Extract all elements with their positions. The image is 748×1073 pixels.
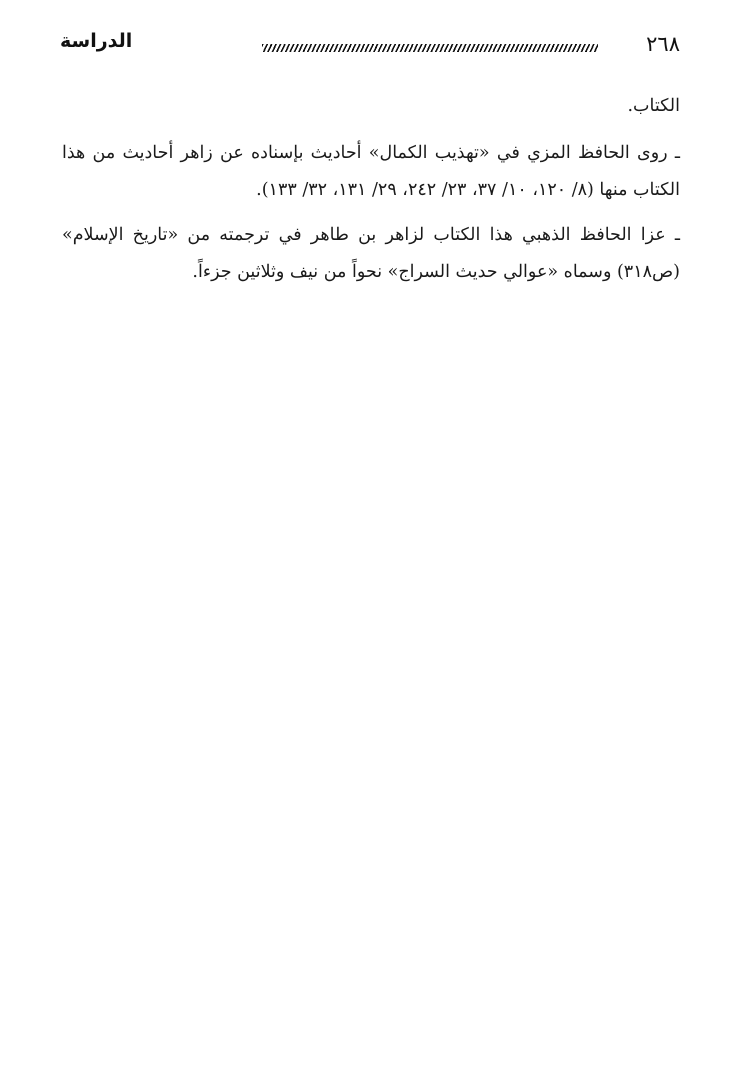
- page-number: ٢٦٨: [646, 32, 680, 56]
- page-body: [62, 88, 680, 299]
- header-decorative-rule: [262, 44, 598, 52]
- page-header: [60, 30, 680, 64]
- paragraph: الكتاب.: [627, 96, 680, 116]
- paragraph: ـ عزا الحافظ الذهبي هذا الكتاب لزاهر بن طاهر في ترجمته من «تاريخ الإسلام» (ص٣١٨) وسماه «عوالي حديث السراج» نحواً من نيف وثلاثين جزءاً.: [62, 225, 680, 282]
- running-title: الدراسة: [60, 30, 133, 52]
- paragraph: ـ روى الحافظ المزي في «تهذيب الكمال» أحاديث بإسناده عن زاهر أحاديث من هذا الكتاب منها (٨/ ١٢٠، ١٠/ ٣٧، ٢٣/ ٢٤٢، ٢٩/ ١٣١، ٣٢/ ١٣٣).: [62, 143, 680, 200]
